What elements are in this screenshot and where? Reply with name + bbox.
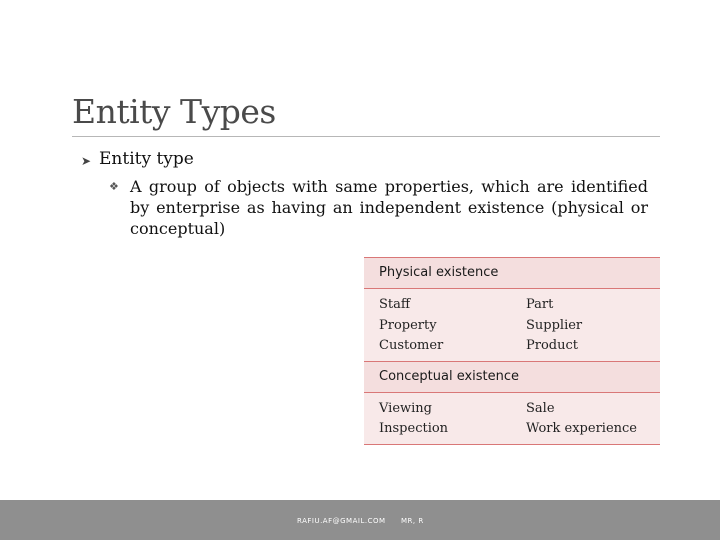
table-section-conceptual (364, 361, 660, 444)
table-row (364, 295, 660, 316)
sub-bullet-text: A group of objects with same properties, which are identified by enterprise as having an independent existence (physical or conceptual) (130, 177, 648, 238)
table-cell: Staff (379, 297, 411, 312)
table-cell: Customer (379, 338, 444, 353)
section-body (364, 289, 660, 361)
table-cell: Sale (526, 400, 555, 416)
table-row (364, 419, 660, 440)
table-row (364, 336, 660, 357)
footer-email: RAFIU.AF@GMAIL.COM (297, 517, 386, 525)
table-cell: Inspection (379, 421, 449, 436)
table-bottom-rule (364, 444, 660, 445)
footer-author: MR, R (401, 517, 424, 525)
table-cell: Viewing (379, 400, 432, 416)
slide-title: Entity Types (72, 92, 276, 131)
entity-examples-table (364, 257, 660, 445)
slide-footer (0, 500, 720, 540)
section-header: Conceptual existence (364, 361, 660, 393)
table-cell: Property (379, 317, 437, 333)
table-row (364, 316, 660, 337)
table-cell: Supplier (526, 317, 583, 333)
section-body (364, 393, 660, 444)
title-divider (72, 136, 660, 137)
table-cell: Product (526, 338, 578, 353)
bullet-text: Entity type (99, 149, 194, 169)
table-row (364, 399, 660, 420)
arrowhead-bullet-icon: ➤ (81, 154, 92, 168)
table-cell: Work experience (526, 421, 637, 436)
section-header: Physical existence (364, 257, 660, 289)
table-section-physical (364, 257, 660, 361)
table-cell: Part (526, 297, 554, 312)
diamond-bullet-icon: ❖ (109, 180, 119, 193)
